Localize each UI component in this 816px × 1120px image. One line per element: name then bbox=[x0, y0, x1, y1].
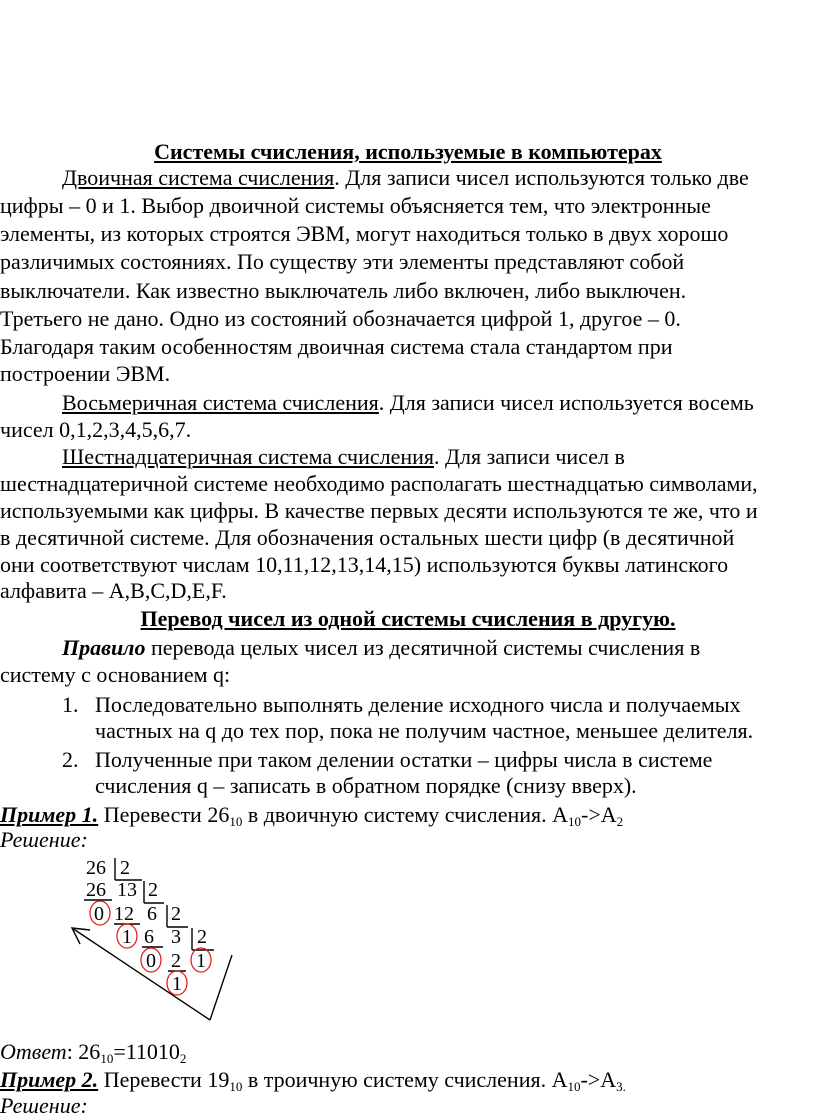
hex-line-1 bbox=[0, 443, 816, 471]
div-r2-sub: 26 bbox=[86, 879, 106, 901]
div-r5-last-quotient: 1 bbox=[196, 950, 206, 972]
octal-line-1 bbox=[0, 389, 816, 417]
div-r3-quotient: 6 bbox=[147, 903, 157, 925]
octal-line-1-text: . Для записи чисел используется восемь bbox=[378, 390, 754, 415]
example-2-label: Пример 2. bbox=[0, 1067, 99, 1092]
example-2-sub-a: 10 bbox=[229, 1079, 243, 1094]
div-r5-sub: 2 bbox=[171, 950, 181, 972]
answer-label: Ответ bbox=[0, 1039, 67, 1064]
octal-term: Восьмеричная система счисления bbox=[62, 390, 379, 415]
list-item bbox=[0, 691, 816, 719]
binary-line-6: Третьего не дано. Одно из состояний обозначается цифрой 1, другое – 0. bbox=[0, 306, 681, 331]
list-item-continuation bbox=[0, 772, 816, 800]
binary-line-5: выключатели. Как известно выключатель либо включен, либо выключен. bbox=[0, 278, 687, 303]
list-item bbox=[0, 746, 816, 774]
list-item-line-2: счисления q – записать в обратном порядке (снизу вверх). bbox=[95, 773, 637, 798]
example-1-label: Пример 1. bbox=[0, 802, 99, 827]
example-2-text-a: Перевести 19 bbox=[98, 1067, 230, 1092]
div-r5-remainder: 0 bbox=[146, 950, 156, 972]
binary-line-8: построении ЭВМ. bbox=[0, 361, 171, 386]
hex-line-3: используемыми как цифры. В качестве первых десяти используются те же, что и bbox=[0, 498, 758, 523]
div-r6-remainder: 1 bbox=[172, 973, 182, 995]
example-1-sub-a: 10 bbox=[229, 814, 243, 829]
binary-line-1-text: . Для записи чисел используются только две bbox=[334, 165, 749, 190]
arrow-shaft bbox=[72, 928, 210, 1020]
div-r4-quotient: 3 bbox=[171, 926, 181, 948]
example-1-line bbox=[0, 801, 816, 829]
hex-term: Шестнадцатеричная система счисления bbox=[62, 444, 435, 469]
list-item-line-1: Полученные при таком делении остатки – цифры числа в системе bbox=[95, 747, 713, 772]
title-conversion bbox=[0, 605, 816, 633]
div-r2-divisor: 2 bbox=[148, 879, 158, 901]
answer-text-b: =11010 bbox=[113, 1039, 180, 1064]
title-conversion-text: Перевод чисел из одной системы счисления в другую. bbox=[140, 606, 676, 631]
answer-sub-a: 10 bbox=[100, 1051, 114, 1066]
list-item-line-1: Последовательно выполнять деление исходного числа и получаемых bbox=[95, 692, 741, 717]
example-1-sub-c: 2 bbox=[616, 814, 624, 829]
solution-label-2: Решение: bbox=[0, 1093, 88, 1118]
div-r1-divisor: 2 bbox=[120, 857, 130, 879]
example-2-sub-c: 3. bbox=[616, 1079, 626, 1094]
div-r3-remainder: 0 bbox=[94, 903, 104, 925]
example-2-text-b: в троичную систему счисления. A bbox=[242, 1067, 568, 1092]
list-number: 2. bbox=[62, 747, 79, 772]
binary-line-3: элементы, из которых строятся ЭВМ, могут находиться только в двух хорошо bbox=[0, 221, 729, 246]
hex-line-4: в десятичной системе. Для обозначения остальных шести цифр (в десятичной bbox=[0, 525, 735, 550]
rule-line-2: систему с основанием q: bbox=[0, 662, 231, 687]
rule-line-1 bbox=[0, 634, 816, 662]
rule-label: Правило bbox=[62, 635, 146, 660]
example-2-sub-b: 10 bbox=[567, 1079, 581, 1094]
div-r3-divisor: 2 bbox=[171, 903, 181, 925]
div-r4-divisor: 2 bbox=[197, 926, 207, 948]
hex-line-6: алфавита – A,B,C,D,E,F. bbox=[0, 578, 227, 603]
example-2-text-c: ->A bbox=[580, 1067, 617, 1092]
binary-term: Двоичная система счисления bbox=[62, 165, 335, 190]
list-item-line-2: частных на q до тех пор, пока не получим частное, меньшее делителя. bbox=[95, 718, 754, 743]
div-r4-sub: 6 bbox=[144, 926, 154, 948]
list-number: 1. bbox=[62, 692, 79, 717]
answer-line bbox=[0, 1038, 816, 1066]
binary-line-4: различимых состояниях. По существу эти элементы представляют собой bbox=[0, 249, 685, 274]
answer-sub-b: 2 bbox=[179, 1051, 187, 1066]
div-r1-dividend: 26 bbox=[86, 857, 106, 879]
example-2-line bbox=[0, 1066, 816, 1094]
list-item-continuation bbox=[0, 717, 816, 745]
div-r4-remainder: 1 bbox=[122, 926, 132, 948]
title-number-systems bbox=[0, 138, 816, 166]
solution-label: Решение: bbox=[0, 827, 88, 852]
long-division-diagram bbox=[60, 850, 250, 1025]
binary-line-2: цифры – 0 и 1. Выбор двоичной системы объясняется тем, что электронные bbox=[0, 193, 711, 218]
example-1-text-b: в двоичную систему счисления. A bbox=[242, 802, 569, 827]
binary-line-7: Благодаря таким особенностям двоичная система стала стандартом при bbox=[0, 334, 673, 359]
binary-line-1 bbox=[0, 164, 816, 192]
example-1-text-c: ->A bbox=[581, 802, 617, 827]
example-1-text-a: Перевести 26 bbox=[98, 802, 230, 827]
answer-text-a: : 26 bbox=[66, 1039, 101, 1064]
div-r2-quotient: 13 bbox=[117, 879, 137, 901]
hex-line-1-text: . Для записи чисел в bbox=[434, 444, 625, 469]
rule-line-1-text: перевода целых чисел из десятичной системы счисления в bbox=[145, 635, 701, 660]
title-text: Системы счисления, используемые в компьютерах bbox=[154, 139, 662, 164]
arrow-right-edge bbox=[210, 955, 232, 1020]
hex-line-2: шестнадцатеричной системе необходимо располагать шестнадцатью символами, bbox=[0, 471, 758, 496]
octal-line-2: чисел 0,1,2,3,4,5,6,7. bbox=[0, 417, 192, 442]
example-1-sub-b: 10 bbox=[568, 814, 582, 829]
div-r3-sub: 12 bbox=[114, 903, 134, 925]
hex-line-5: они соответствуют числам 10,11,12,13,14,15) используются буквы латинского bbox=[0, 552, 729, 577]
